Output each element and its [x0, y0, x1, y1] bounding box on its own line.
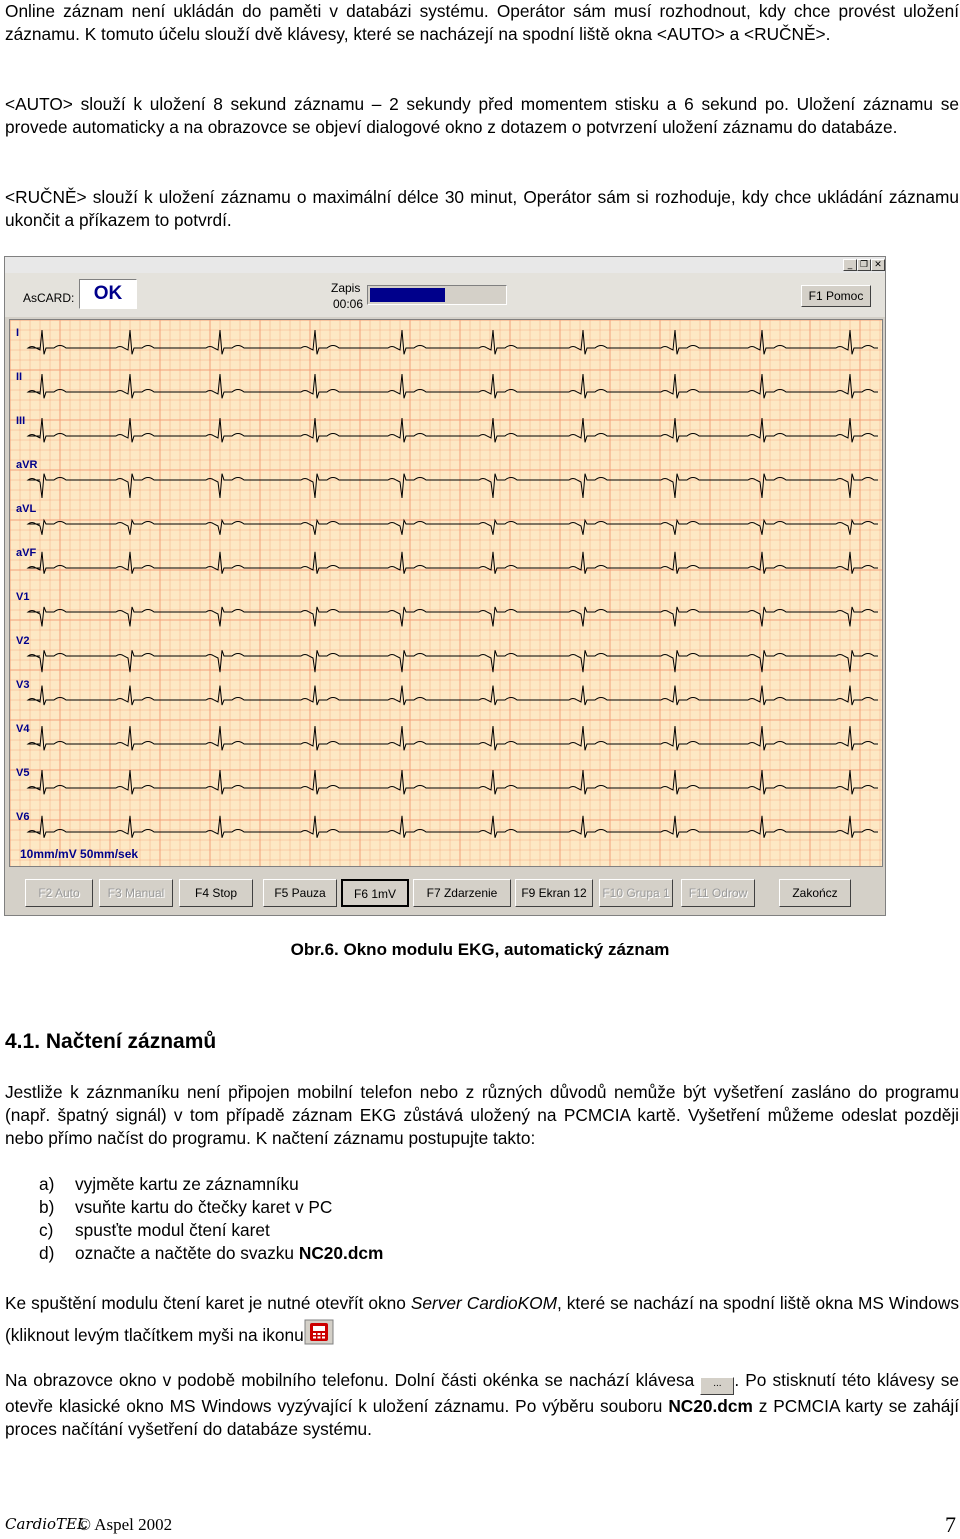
function-button[interactable]: F11 Odrow — [681, 879, 755, 907]
restore-icon[interactable]: ❐ — [857, 259, 871, 271]
lead-label: V3 — [16, 679, 30, 691]
lead-label: aVL — [16, 503, 37, 515]
section-paragraph-3: Na obrazovce okno v podobě mobilního telefonu. Dolní části okénka se nachází klávesa ... . Po stisknutí této klávesy se otevře klasické okno MS Windows vyzývající k uložení záznamu. Po výběru souboru NC20.dcm z PCMCIA karty se zahájí proces načítání vyšetření do databáze systému. — [5, 1370, 960, 1439]
list-item: a) vyjměte kartu ze záznamníku — [39, 1174, 299, 1194]
lead-label: aVF — [16, 547, 37, 559]
function-button[interactable]: F5 Pauza — [263, 879, 337, 907]
list-item: d) označte a načtěte do svazku NC20.dcm — [39, 1243, 384, 1263]
zapis-label: Zapis — [331, 281, 361, 295]
zapis-time: 00:06 — [333, 297, 364, 311]
ekg-trace-grid — [9, 319, 883, 867]
minimize-icon[interactable]: _ — [843, 259, 857, 271]
function-button[interactable]: Zakończ — [779, 879, 851, 907]
lead-label: V5 — [16, 767, 30, 779]
step-list — [39, 1173, 383, 1265]
lead-label: I — [16, 327, 20, 339]
lead-label: II — [16, 371, 23, 383]
lead-label: V2 — [16, 635, 30, 647]
lead-label: V6 — [16, 811, 30, 823]
function-button[interactable]: F2 Auto — [25, 879, 93, 907]
recording-progress-bar — [367, 285, 507, 305]
copyright: © Aspel 2002 — [78, 1515, 173, 1534]
function-button[interactable]: F6 1mV — [341, 879, 409, 907]
lead-label: III — [16, 415, 26, 427]
progress-fill — [370, 288, 445, 302]
figure-caption: Obr.6. Okno modulu EKG, automatický záznam — [290, 940, 670, 959]
ascard-status: OK — [79, 279, 137, 309]
list-item: c) spusťte modul čtení karet — [39, 1220, 270, 1240]
intro-paragraph-1: Online záznam není ukládán do paměti v databázi systému. Operátor sám musí rozhodnout, kdy chce provést uložení záznamu. K tomuto účelu slouží dvě klávesy, které se nacházejí na spodní liště okna <AUTO> a <RUČNĚ>. — [5, 1, 959, 44]
cardiotel-logo: CardioTEL — [5, 1515, 87, 1533]
section-paragraph-1: Jestliže k záznmaníku není připojen mobilní telefon nebo z různých důvodů nemůže být vyšetření zasláno do programu (např. špatný signál) v tom případě záznam EKG zůstává uložený na PCMCIA kartě. Vyšetření můžeme odeslat později nebo přímo načíst do programu. K načtení záznamu postupujte takto: — [5, 1082, 959, 1148]
function-button[interactable]: F9 Ekran 12 — [515, 879, 593, 907]
intro-paragraph-3: <RUČNĚ> slouží k uložení záznamu o maximální délce 30 minut, Operátor sám si rozhoduje, kdy chce ukládání záznamu ukončit a příkazem to potvrdí. — [5, 187, 959, 230]
function-button[interactable]: F10 Grupa 1 — [599, 879, 673, 907]
window-titlebar — [5, 257, 885, 273]
ekg-module-window — [4, 256, 886, 916]
list-item: b) vsuňte kartu do čtečky karet v PC — [39, 1197, 333, 1217]
section-paragraph-2: Ke spuštění modulu čtení karet je nutné otevřít okno Server CardioKOM, které se nachází na spodní liště okna MS Windows (kliknout levým tlačítkem myši na ikonu — [5, 1288, 959, 1355]
intro-paragraph-2: <AUTO> slouží k uložení 8 sekund záznamu – 2 sekundy před momentem stisku a 6 sekund po. Uložení záznamu se provede automaticky a na obrazovce se objeví dialogové okno z dotazem o potvrzení uložení záznamu do databáze. — [5, 94, 959, 137]
ekg-function-bar — [5, 871, 885, 915]
lead-label: V4 — [16, 723, 30, 735]
ascard-label: AsCARD: — [23, 291, 75, 305]
section-heading: 4.1. Načtení záznamů — [5, 1030, 217, 1053]
function-button[interactable]: F4 Stop — [179, 879, 253, 907]
ekg-toolbar — [5, 273, 885, 317]
function-button[interactable]: F3 Manual — [99, 879, 173, 907]
scale-label: 10mm/mV 50mm/sek — [20, 847, 139, 861]
lead-label: V1 — [16, 591, 30, 603]
function-button[interactable]: F7 Zdarzenie — [413, 879, 511, 907]
ellipsis-button-icon: ... — [700, 1377, 734, 1395]
page-number: 7 — [945, 1512, 956, 1537]
phone-icon — [304, 1319, 334, 1355]
lead-label: aVR — [16, 459, 38, 471]
help-button[interactable]: F1 Pomoc — [801, 285, 871, 307]
close-icon[interactable]: ✕ — [871, 259, 885, 271]
